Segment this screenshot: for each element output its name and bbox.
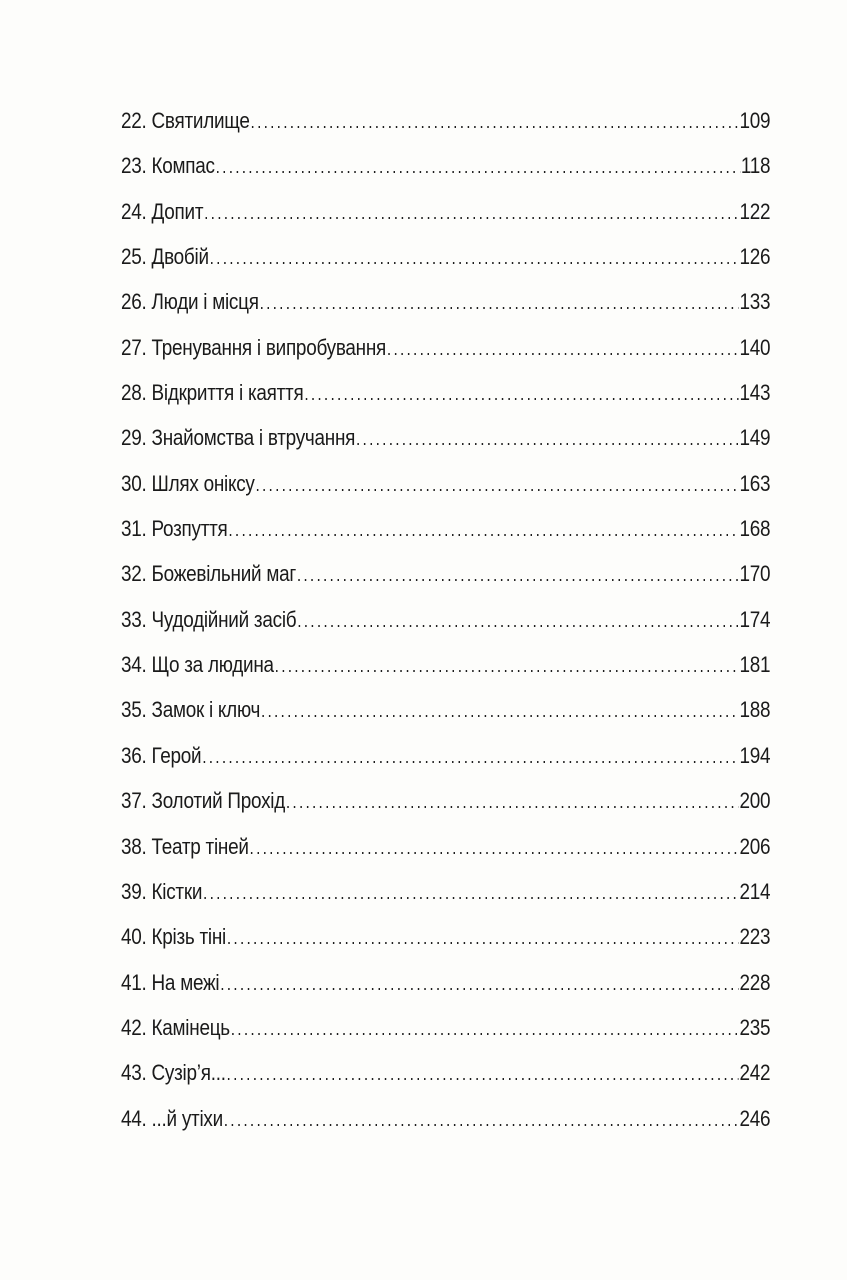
toc-dot-leader [275,656,739,677]
toc-entry-title: 39. Кістки [121,878,203,904]
toc-dot-leader [251,112,739,133]
toc-entry-title: 22. Святилище [121,108,250,133]
toc-entry-title: 32. Божевільний маг [121,561,296,587]
toc-entry-page-number: 133 [739,289,771,315]
toc-dot-leader [304,384,738,405]
toc-entry-title: 38. Театр тіней [121,833,249,859]
toc-entry-page-number: 140 [739,334,771,360]
toc-entry-page-number: 181 [739,652,771,678]
toc-entry-page-number: 235 [739,1014,771,1040]
toc-entry-title: 31. Розпуття [121,516,228,542]
toc-dot-leader [231,1019,739,1040]
toc-entry [121,471,770,516]
toc-entry-title: 30. Шлях оніксу [121,470,255,496]
toc-entry [121,244,770,289]
toc-entry-title: 44. ...й утіхи [121,1105,223,1131]
toc-entry-page-number: 149 [739,425,771,451]
toc-dot-leader [210,248,739,269]
toc-entry [121,289,770,334]
toc-entry [121,1106,770,1151]
toc-entry-page-number: 194 [739,742,771,768]
toc-dot-leader [261,701,739,722]
toc-entry-title: 43. Сузір’я... [121,1060,226,1086]
toc-entry [121,425,770,470]
toc-dot-leader [286,792,739,813]
toc-entry-title: 29. Знайомства і втручання [121,425,356,451]
toc-dot-leader [216,157,740,178]
toc-dot-leader [228,520,738,541]
toc-entry-title: 36. Герой [121,742,202,768]
toc-entry [121,335,770,380]
toc-entry-title: 33. Чудодійний засіб [121,606,297,632]
toc-dot-leader [260,293,739,314]
toc-entry-title: 26. Люди і місця [121,289,259,315]
toc-dot-leader [297,611,738,632]
toc-entry-page-number: 163 [739,470,771,496]
toc-entry [121,1060,770,1105]
toc-dot-leader [220,974,738,995]
toc-entry-title: 34. Що за людина [121,652,274,678]
toc-entry [121,108,770,153]
toc-entry [121,697,770,742]
toc-entry-page-number: 170 [739,561,771,587]
toc-dot-leader [204,203,739,224]
toc-entry-page-number: 223 [739,924,771,950]
toc-dot-leader [255,475,738,496]
toc-entry-page-number: 206 [739,833,771,859]
toc-entry [121,153,770,198]
toc-entry-title: 25. Двобій [121,244,209,270]
toc-dot-leader [227,928,739,949]
toc-dot-leader [387,339,739,360]
table-of-contents [121,108,771,1151]
toc-entry [121,743,770,788]
toc-entry [121,199,770,244]
toc-entry-page-number: 168 [739,516,771,542]
toc-dot-leader [224,1110,739,1131]
toc-entry-page-number: 242 [739,1060,771,1086]
toc-entry-title: 27. Тренування і випробування [121,334,387,360]
toc-entry-title: 41. На межі [121,969,220,995]
toc-entry-page-number: 174 [739,606,771,632]
toc-entry-page-number: 200 [739,788,771,814]
toc-entry [121,607,770,652]
toc-entry [121,970,770,1015]
toc-entry-title: 42. Камінець [121,1014,230,1040]
toc-dot-leader [202,747,738,768]
toc-entry-page-number: 214 [739,878,771,904]
toc-entry-title: 23. Компас [121,153,215,179]
toc-entry-page-number: 228 [739,969,771,995]
toc-entry-page-number: 246 [739,1105,771,1131]
toc-entry-page-number: 126 [739,244,771,270]
toc-entry [121,652,770,697]
toc-dot-leader [297,565,739,586]
toc-entry-title: 37. Золотий Прохід [121,788,286,814]
toc-entry [121,516,770,561]
toc-dot-leader [250,838,739,859]
toc-entry [121,1015,770,1060]
toc-entry-title: 24. Допит [121,198,204,224]
toc-entry-title: 40. Крізь тіні [121,924,227,950]
toc-entry-page-number: 188 [739,697,771,723]
toc-dot-leader [227,1064,739,1085]
toc-entry-page-number: 109 [739,108,771,133]
toc-entry [121,561,770,606]
toc-dot-leader [356,429,739,450]
toc-entry-page-number: 143 [739,380,771,406]
toc-entry [121,924,770,969]
toc-entry [121,788,770,833]
toc-dot-leader [203,883,739,904]
toc-entry-title: 28. Відкриття і каяття [121,380,304,406]
toc-entry-title: 35. Замок і ключ [121,697,261,723]
toc-entry [121,834,770,879]
toc-entry [121,380,770,425]
toc-entry-page-number: 118 [740,153,771,179]
toc-entry-page-number: 122 [739,198,771,224]
toc-entry [121,879,770,924]
